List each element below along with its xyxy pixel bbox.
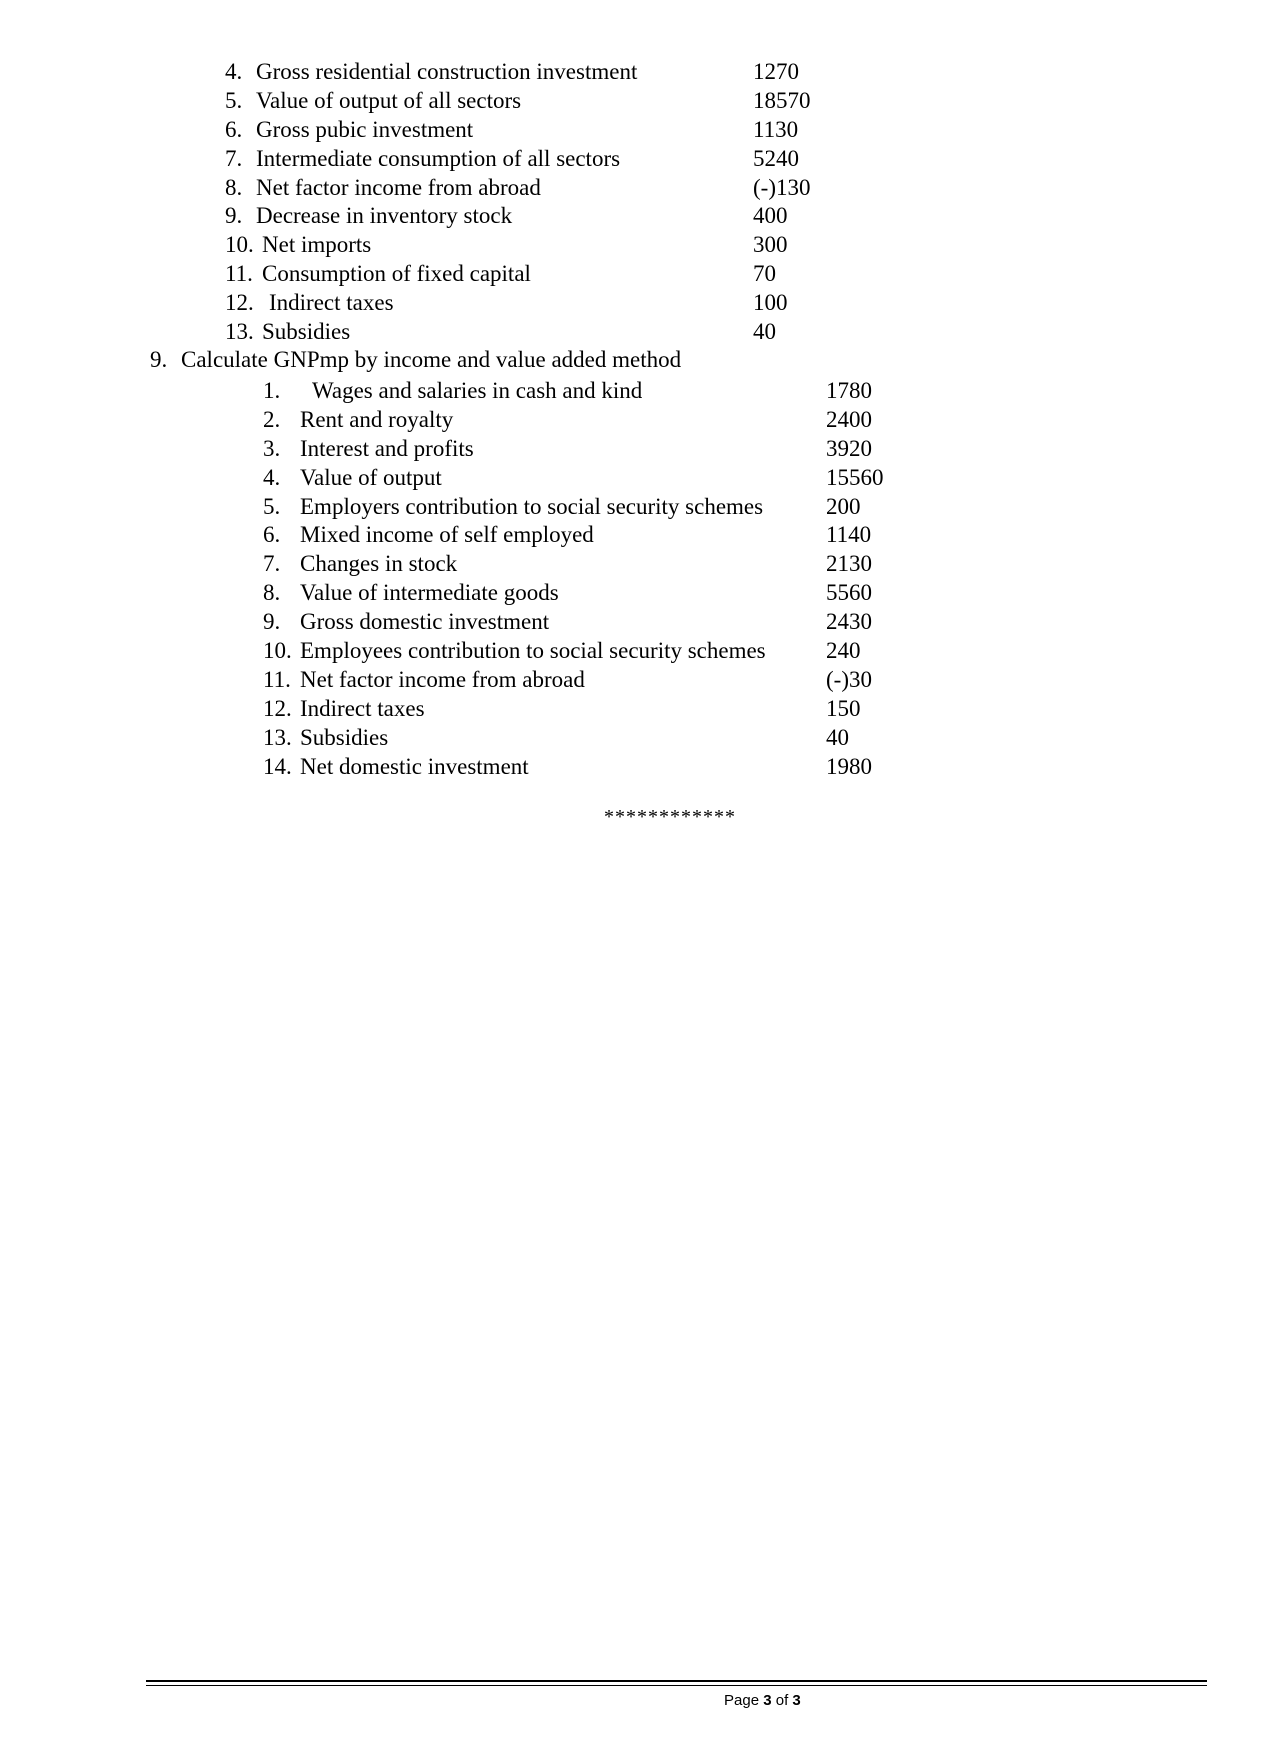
item-number: 7. (263, 551, 281, 577)
list-item (263, 723, 884, 752)
item-number: 12. (263, 695, 292, 721)
item-label: Interest and profits (300, 435, 474, 461)
list-item (225, 259, 811, 288)
item-number: 10. (225, 232, 254, 258)
item-value: 18570 (753, 87, 811, 113)
item-number: 13. (263, 724, 292, 750)
list-item (263, 636, 884, 665)
list-item (263, 578, 884, 607)
item-number: 14. (263, 753, 292, 779)
data-list-1 (225, 57, 811, 346)
item-number: 5. (263, 493, 281, 519)
item-label: Wages and salaries in cash and kind (312, 377, 643, 403)
item-label: Net factor income from abroad (256, 174, 541, 200)
item-label: Intermediate consumption of all sectors (256, 145, 621, 171)
item-label: Employees contribution to social security schemes (300, 637, 766, 663)
item-label: Value of intermediate goods (300, 580, 559, 606)
item-value: 1980 (826, 753, 872, 779)
question-number: 9. (150, 347, 168, 372)
item-value: 1270 (753, 58, 799, 84)
item-number: 10. (263, 637, 292, 663)
item-value: 1780 (826, 377, 872, 403)
item-label: Gross residential construction investment (256, 58, 638, 84)
item-value: (-)30 (826, 666, 872, 692)
item-label: Mixed income of self employed (300, 522, 594, 548)
item-label: Net domestic investment (300, 753, 529, 779)
item-value: 5240 (753, 145, 799, 171)
item-number: 11. (225, 261, 253, 287)
item-number: 5. (225, 87, 243, 113)
list-item (263, 434, 884, 463)
question-text: Calculate GNPmp by income and value added method (181, 347, 682, 372)
item-label: Indirect taxes (269, 290, 394, 316)
list-item (263, 549, 884, 578)
item-number: 8. (225, 174, 243, 200)
item-value: 15560 (826, 464, 884, 490)
list-item (225, 86, 811, 115)
item-value: 2130 (826, 551, 872, 577)
item-value: 70 (753, 261, 776, 287)
item-number: 1. (263, 377, 281, 403)
item-number: 8. (263, 580, 281, 606)
footer-rule-thin (146, 1685, 1207, 1686)
item-number: 7. (225, 145, 243, 171)
item-label: Value of output (300, 464, 442, 490)
item-value: 400 (753, 203, 788, 229)
list-item (225, 173, 811, 202)
page-total: 3 (792, 1692, 801, 1709)
data-list-2 (263, 376, 884, 780)
item-value: 200 (826, 493, 861, 519)
item-label: Net imports (262, 232, 372, 258)
item-value: 2430 (826, 609, 872, 635)
list-item (263, 492, 884, 521)
item-label: Gross pubic investment (256, 116, 474, 142)
item-number: 4. (263, 464, 281, 490)
page-number (724, 1691, 801, 1711)
item-value: 300 (753, 232, 788, 258)
item-number: 9. (263, 609, 281, 635)
item-label: Decrease in inventory stock (256, 203, 513, 229)
item-number: 4. (225, 58, 243, 84)
page-of: of (775, 1692, 789, 1709)
item-number: 6. (263, 522, 281, 548)
item-label: Consumption of fixed capital (262, 261, 531, 287)
page-prefix: Page (724, 1692, 760, 1709)
list-item (263, 752, 884, 781)
list-item (225, 288, 811, 317)
item-label: Employers contribution to social security schemes (300, 493, 764, 519)
item-label: Net factor income from abroad (300, 666, 585, 692)
list-item (225, 144, 811, 173)
question-9-heading (150, 346, 681, 374)
item-value: 40 (826, 724, 849, 750)
list-item (263, 607, 884, 636)
list-item (263, 665, 884, 694)
item-value: 40 (753, 318, 776, 344)
footer-rule (146, 1680, 1207, 1682)
item-value: 100 (753, 290, 788, 316)
item-number: 9. (225, 203, 243, 229)
item-label: Indirect taxes (300, 695, 425, 721)
list-item (225, 230, 811, 259)
item-value: 240 (826, 637, 861, 663)
item-label: Subsidies (262, 318, 351, 344)
list-item (263, 463, 884, 492)
list-item (263, 376, 884, 405)
item-label: Rent and royalty (300, 406, 454, 432)
item-value: (-)130 (753, 174, 811, 200)
item-number: 2. (263, 406, 281, 432)
list-item (225, 57, 811, 86)
list-item (263, 694, 884, 723)
item-number: 11. (263, 666, 291, 692)
item-number: 13. (225, 318, 254, 344)
end-separator: ************ (604, 806, 736, 828)
item-value: 1140 (826, 522, 872, 548)
list-item (225, 317, 811, 346)
item-number: 12. (225, 290, 254, 316)
list-item (263, 520, 884, 549)
item-value: 3920 (826, 435, 872, 461)
item-value: 2400 (826, 406, 872, 432)
page-current: 3 (763, 1692, 772, 1709)
item-label: Value of output of all sectors (256, 87, 522, 113)
item-label: Gross domestic investment (300, 609, 550, 635)
list-item (263, 405, 884, 434)
item-label: Changes in stock (300, 551, 458, 577)
item-value: 5560 (826, 580, 872, 606)
item-number: 6. (225, 116, 243, 142)
list-item (225, 201, 811, 230)
item-number: 3. (263, 435, 281, 461)
list-item (225, 115, 811, 144)
item-value: 150 (826, 695, 861, 721)
item-value: 1130 (753, 116, 799, 142)
item-label: Subsidies (300, 724, 389, 750)
